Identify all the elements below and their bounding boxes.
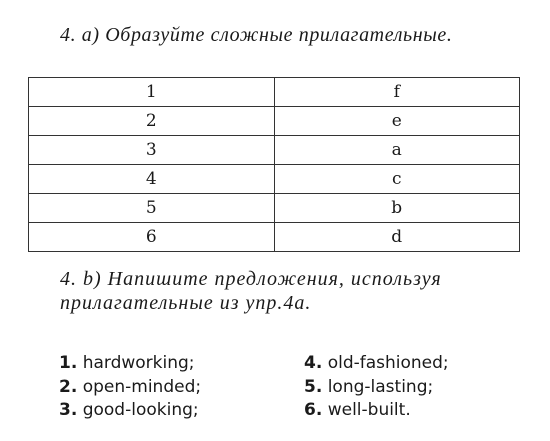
word-number: 4. <box>304 353 323 373</box>
exercise-b-heading-line2: прилагательные из упр.4а. <box>60 292 312 314</box>
exercise-a-heading: 4. a) Образуйте сложные прилагательные. <box>60 24 453 46</box>
list-item <box>59 352 201 376</box>
table-cell-number: 6 <box>29 223 275 252</box>
table-cell-letter: d <box>274 223 520 252</box>
table-row <box>29 78 520 107</box>
word-text: open-minded; <box>82 376 202 397</box>
exercise-b-heading-line1: 4. b) Напишите предложения, используя <box>60 268 442 290</box>
word-number: 3. <box>59 400 78 420</box>
exercise-b-heading <box>60 267 510 315</box>
table-cell-letter: f <box>274 78 520 107</box>
list-item <box>59 399 201 423</box>
list-item <box>304 376 449 400</box>
word-number: 5. <box>304 376 323 397</box>
table-row <box>29 107 520 136</box>
table-cell-letter: e <box>274 107 520 136</box>
table-row <box>29 223 520 252</box>
word-number: 2. <box>59 376 78 397</box>
word-list-left <box>59 352 201 423</box>
list-item <box>304 399 449 423</box>
table-cell-number: 3 <box>29 136 275 165</box>
table-row <box>29 136 520 165</box>
word-text: old-fashioned; <box>327 353 449 373</box>
word-text: good-looking; <box>82 400 199 420</box>
table-row <box>29 165 520 194</box>
word-number: 1. <box>59 353 78 373</box>
table-row <box>29 194 520 223</box>
table-cell-number: 4 <box>29 165 275 194</box>
word-number: 6. <box>304 400 323 420</box>
word-list-right <box>304 352 449 423</box>
list-item <box>304 352 449 376</box>
table-cell-letter: c <box>274 165 520 194</box>
table-cell-number: 1 <box>29 78 275 107</box>
table-cell-letter: b <box>274 194 520 223</box>
answer-table <box>28 77 520 252</box>
word-text: long-lasting; <box>327 376 434 397</box>
table-cell-number: 5 <box>29 194 275 223</box>
word-text: hardworking; <box>82 353 195 373</box>
table-cell-letter: a <box>274 136 520 165</box>
word-text: well-built. <box>327 400 411 420</box>
table-cell-number: 2 <box>29 107 275 136</box>
list-item <box>59 376 201 400</box>
